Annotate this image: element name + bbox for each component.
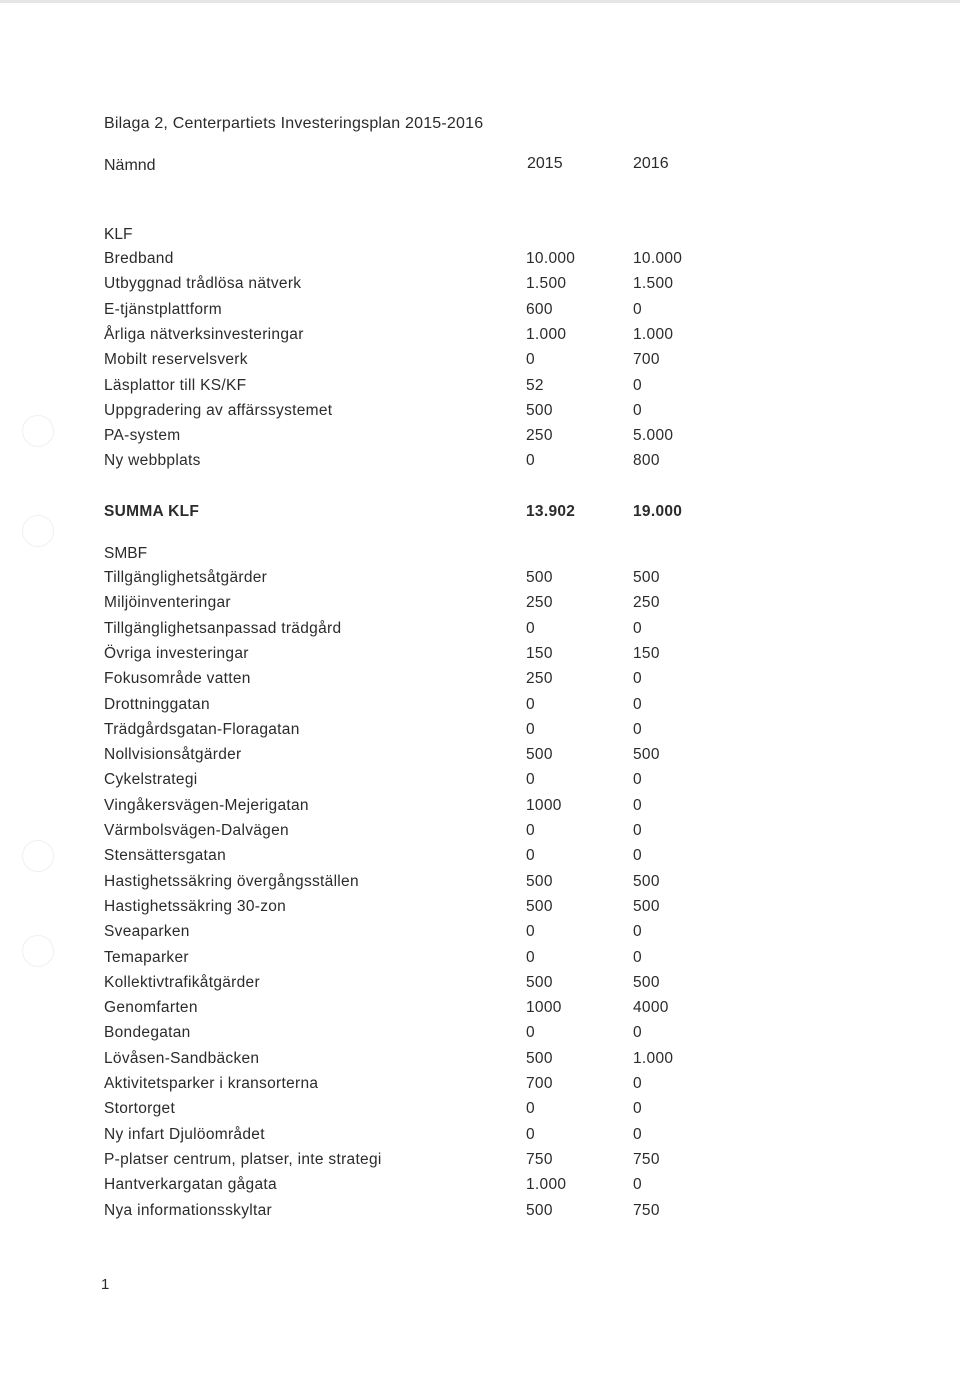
value-2016: 500 <box>633 973 660 991</box>
table-row <box>0 645 960 670</box>
value-2015: 1.000 <box>526 325 567 343</box>
row-label: Cykelstrategi <box>104 771 198 789</box>
table-row <box>0 746 960 771</box>
row-label: Uppgradering av affärssystemet <box>104 401 333 419</box>
page-title: Bilaga 2, Centerpartiets Investeringsplan 2015-2016 <box>104 115 484 132</box>
value-2016: 150 <box>633 644 660 662</box>
row-label: Ny webbplats <box>104 452 201 470</box>
column-header-namnd: Nämnd <box>104 157 156 174</box>
value-2016: 4000 <box>633 999 669 1017</box>
value-2016: 0 <box>633 796 642 814</box>
table-row <box>0 999 960 1024</box>
value-2016: 0 <box>633 300 642 318</box>
row-label: Hastighetssäkring 30-zon <box>104 897 287 915</box>
sum-value-2015: 13.902 <box>526 503 576 520</box>
table-row <box>0 873 960 898</box>
value-2016: 750 <box>633 1150 660 1168</box>
value-2016: 0 <box>633 670 642 688</box>
value-2015: 0 <box>526 351 535 369</box>
row-label: Sveaparken <box>104 923 190 941</box>
row-label: Drottninggatan <box>104 695 210 713</box>
table-row <box>0 301 960 326</box>
value-2015: 10.000 <box>526 250 576 267</box>
table-row <box>0 1024 960 1049</box>
value-2016: 750 <box>633 1201 660 1219</box>
row-label: Värmbolsvägen-Dalvägen <box>104 822 289 839</box>
value-2015: 150 <box>526 644 553 662</box>
value-2016: 0 <box>633 695 642 713</box>
row-label: Läsplattor till KS/KF <box>104 376 247 394</box>
value-2016: 5.000 <box>633 427 674 445</box>
row-label: Fokusområde vatten <box>104 670 251 688</box>
row-label: Aktivitetsparker i kransorterna <box>104 1075 319 1092</box>
value-2015: 500 <box>526 401 553 419</box>
value-2016: 250 <box>633 594 660 612</box>
table-row <box>0 974 960 999</box>
value-2016: 0 <box>633 376 642 394</box>
value-2016: 500 <box>633 872 660 890</box>
value-2016: 700 <box>633 351 660 369</box>
table-row <box>0 923 960 948</box>
row-label: Bondegatan <box>104 1024 191 1042</box>
value-2016: 0 <box>633 923 642 941</box>
table-row <box>0 670 960 695</box>
value-2016: 0 <box>633 720 642 738</box>
value-2015: 0 <box>526 452 535 470</box>
row-label: Nya informationsskyltar <box>104 1201 272 1219</box>
value-2016: 10.000 <box>633 250 683 267</box>
value-2016: 0 <box>633 619 642 637</box>
table-row <box>0 1100 960 1125</box>
sum-value-2016: 19.000 <box>633 503 683 520</box>
table-row <box>0 427 960 452</box>
value-2015: 500 <box>526 569 553 586</box>
value-2015: 1.000 <box>526 1176 567 1194</box>
row-label: Kollektivtrafikåtgärder <box>104 973 260 991</box>
row-label: PA-system <box>104 427 181 445</box>
table-row <box>0 1151 960 1176</box>
table-row <box>0 250 960 275</box>
row-label: Miljöinventeringar <box>104 594 231 612</box>
sum-row-klf <box>0 503 960 528</box>
table-row <box>0 1202 960 1227</box>
value-2015: 0 <box>526 847 535 865</box>
row-label: Övriga investeringar <box>104 644 249 662</box>
value-2016: 0 <box>633 847 642 865</box>
column-header-2016: 2016 <box>633 155 669 172</box>
value-2016: 1.000 <box>633 325 674 343</box>
table-row <box>0 696 960 721</box>
value-2016: 0 <box>633 771 642 789</box>
scan-edge <box>0 0 960 3</box>
value-2015: 250 <box>526 670 553 688</box>
value-2015: 0 <box>526 619 535 637</box>
value-2016: 0 <box>633 948 642 966</box>
column-header-2015: 2015 <box>527 155 563 172</box>
table-row <box>0 620 960 645</box>
value-2016: 500 <box>633 569 660 586</box>
table-row <box>0 1050 960 1075</box>
value-2015: 52 <box>526 376 544 394</box>
value-2015: 500 <box>526 872 553 890</box>
table-row <box>0 275 960 300</box>
table-row <box>0 1075 960 1100</box>
table-row <box>0 847 960 872</box>
table-row <box>0 822 960 847</box>
value-2015: 500 <box>526 973 553 991</box>
value-2015: 0 <box>526 923 535 941</box>
value-2015: 500 <box>526 746 553 764</box>
value-2015: 250 <box>526 594 553 612</box>
value-2016: 500 <box>633 746 660 764</box>
value-2015: 600 <box>526 300 553 318</box>
value-2015: 1000 <box>526 999 562 1017</box>
value-2015: 0 <box>526 1024 535 1042</box>
row-label: Nollvisionsåtgärder <box>104 746 242 764</box>
value-2015: 750 <box>526 1150 553 1168</box>
row-label: Tillgänglighetsanpassad trädgård <box>104 619 342 637</box>
value-2016: 500 <box>633 897 660 915</box>
row-label: Tillgänglighetsåtgärder <box>104 569 268 586</box>
section-label-smbf: SMBF <box>104 545 148 562</box>
row-label: Utbyggnad trådlösa nätverk <box>104 275 302 293</box>
value-2015: 500 <box>526 1049 553 1067</box>
table-row <box>0 452 960 477</box>
row-label: Stortorget <box>104 1100 176 1118</box>
table-row <box>0 377 960 402</box>
page-number: 1 <box>101 1276 110 1293</box>
value-2015: 0 <box>526 948 535 966</box>
row-label: Genomfarten <box>104 999 198 1017</box>
table-row <box>0 402 960 427</box>
value-2015: 0 <box>526 695 535 713</box>
table-row <box>0 949 960 974</box>
value-2016: 0 <box>633 822 642 839</box>
value-2016: 0 <box>633 401 642 419</box>
table-row <box>0 898 960 923</box>
table-row <box>0 1176 960 1201</box>
value-2016: 1.500 <box>633 275 674 293</box>
table-row <box>0 569 960 594</box>
table-row <box>0 797 960 822</box>
table-row <box>0 594 960 619</box>
value-2015: 1.500 <box>526 275 567 293</box>
row-label: Hantverkargatan gågata <box>104 1176 277 1194</box>
row-label: Bredband <box>104 250 174 267</box>
value-2016: 0 <box>633 1125 642 1143</box>
row-label: Trädgårdsgatan-Floragatan <box>104 720 300 738</box>
value-2015: 500 <box>526 1201 553 1219</box>
value-2015: 250 <box>526 427 553 445</box>
row-label: Vingåkersvägen-Mejerigatan <box>104 796 309 814</box>
section-label-klf: KLF <box>104 226 133 243</box>
value-2016: 0 <box>633 1024 642 1042</box>
value-2015: 500 <box>526 897 553 915</box>
value-2016: 0 <box>633 1075 642 1092</box>
row-label: Stensättersgatan <box>104 847 226 865</box>
row-label: Lövåsen-Sandbäcken <box>104 1049 260 1067</box>
value-2015: 0 <box>526 822 535 839</box>
table-row <box>0 1126 960 1151</box>
row-label: E-tjänstplattform <box>104 300 222 318</box>
value-2015: 0 <box>526 720 535 738</box>
value-2016: 1.000 <box>633 1049 674 1067</box>
value-2016: 0 <box>633 1100 642 1118</box>
row-label: Ny infart Djulöområdet <box>104 1125 265 1143</box>
table-row <box>0 771 960 796</box>
value-2015: 0 <box>526 1100 535 1118</box>
value-2016: 800 <box>633 452 660 470</box>
value-2015: 0 <box>526 771 535 789</box>
table-row <box>0 326 960 351</box>
row-label: Temaparker <box>104 948 189 966</box>
table-row <box>0 721 960 746</box>
row-label: Årliga nätverksinvesteringar <box>104 325 304 343</box>
value-2015: 0 <box>526 1125 535 1143</box>
row-label: Mobilt reservelsverk <box>104 351 248 369</box>
value-2016: 0 <box>633 1176 642 1194</box>
sum-label: SUMMA KLF <box>104 503 200 520</box>
value-2015: 1000 <box>526 796 562 814</box>
row-label: P-platser centrum, platser, inte strategi <box>104 1150 382 1168</box>
row-label: Hastighetssäkring övergångsställen <box>104 872 359 890</box>
table-row <box>0 351 960 376</box>
value-2015: 700 <box>526 1075 553 1092</box>
